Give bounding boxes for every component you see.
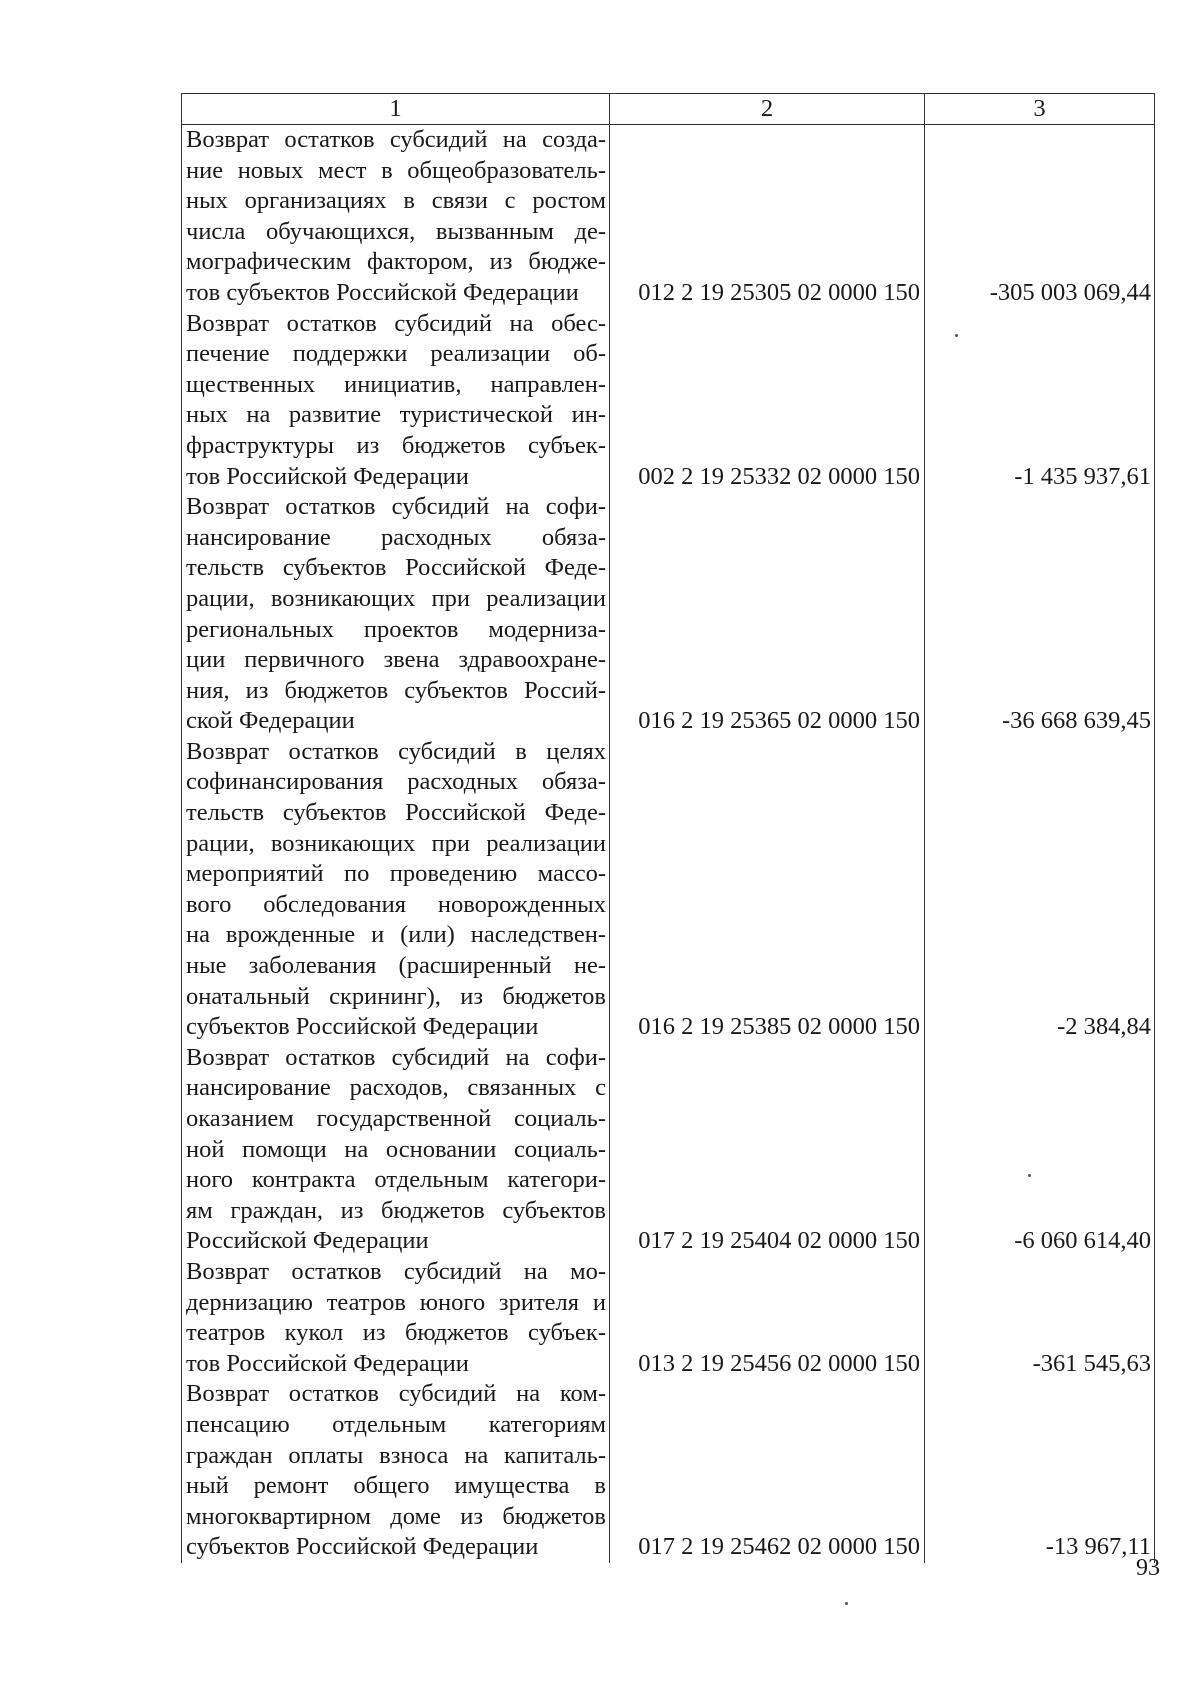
table-row [182, 1379, 1155, 1563]
row-amount: -361 545,63 [925, 1257, 1155, 1379]
row-budget-code: 013 2 19 25456 02 0000 150 [610, 1257, 925, 1379]
row-budget-code: 002 2 19 25332 02 0000 150 [610, 309, 925, 493]
row-budget-code: 017 2 19 25462 02 0000 150 [610, 1379, 925, 1563]
table-header-row [182, 94, 1155, 125]
table-row [182, 737, 1155, 1043]
description-line: ния, из бюджетов субъектов Россий- [186, 676, 606, 704]
row-amount: -305 003 069,44 [925, 125, 1155, 309]
column-header-description: 1 [182, 94, 610, 125]
table-body [182, 125, 1155, 1563]
description-line: Возврат остатков субсидий на обес- [186, 309, 606, 337]
description-line: ного контракта отдельным категори- [186, 1166, 606, 1194]
description-line: мографическим фактором, из бюдже- [186, 248, 606, 276]
table-row [182, 492, 1155, 737]
description-line: софинансирования расходных обяза- [186, 768, 606, 796]
description-line: ных организациях в связи с ростом [186, 187, 606, 215]
row-amount: -6 060 614,40 [925, 1043, 1155, 1257]
row-description [182, 125, 610, 309]
description-line: ям граждан, из бюджетов субъектов [186, 1196, 606, 1224]
description-line: Возврат остатков субсидий на созда- [186, 126, 606, 153]
description-line: щественных инициатив, направлен- [186, 370, 606, 398]
description-line: граждан оплаты взноса на капиталь- [186, 1441, 606, 1469]
description-line: фраструктуры из бюджетов субъек- [186, 431, 606, 459]
row-amount: -36 668 639,45 [925, 492, 1155, 737]
scan-speck [955, 334, 958, 337]
description-line: Российской Федерации [186, 1227, 429, 1255]
description-line: дернизацию театров юного зрителя и [186, 1288, 606, 1316]
description-line: рации, возникающих при реализации [186, 584, 606, 612]
table-row [182, 1043, 1155, 1257]
description-line: Возврат остатков субсидий на ком- [186, 1380, 606, 1408]
description-line: Возврат остатков субсидий на софи- [186, 493, 606, 521]
column-header-amount: 3 [925, 94, 1155, 125]
description-line: онатальный скрининг), из бюджетов [186, 982, 606, 1010]
description-line: тов субъектов Российской Федерации [186, 278, 579, 306]
description-line: театров кукол из бюджетов субъек- [186, 1319, 606, 1347]
row-amount: -1 435 937,61 [925, 309, 1155, 493]
description-line: нансирование расходов, связанных с [186, 1074, 606, 1102]
table-row [182, 309, 1155, 493]
table-row [182, 1257, 1155, 1379]
description-line: тельств субъектов Российской Феде- [186, 799, 606, 827]
description-line: тов Российской Федерации [186, 462, 469, 490]
description-line: ние новых мест в общеобразователь- [186, 156, 606, 184]
table-row [182, 125, 1155, 309]
description-line: Возврат остатков субсидий в целях [186, 737, 606, 765]
description-line: пенсацию отдельным категориям [186, 1410, 606, 1438]
row-description [182, 1379, 610, 1563]
row-description [182, 1257, 610, 1379]
row-budget-code: 016 2 19 25365 02 0000 150 [610, 492, 925, 737]
row-description [182, 1043, 610, 1257]
description-line: Возврат остатков субсидий на софи- [186, 1043, 606, 1071]
row-budget-code: 016 2 19 25385 02 0000 150 [610, 737, 925, 1043]
description-line: тов Российской Федерации [186, 1349, 469, 1377]
scan-speck [845, 1602, 848, 1605]
description-line: рации, возникающих при реализации [186, 829, 606, 857]
description-line: мероприятий по проведению массо- [186, 860, 606, 888]
description-line: многоквартирном доме из бюджетов [186, 1502, 606, 1530]
description-line: печение поддержки реализации об- [186, 340, 606, 368]
row-budget-code: 012 2 19 25305 02 0000 150 [610, 125, 925, 309]
page-number: 93 [1136, 1555, 1160, 1581]
description-line: вого обследования новорожденных [186, 890, 606, 918]
description-line: субъектов Российской Федерации [186, 1533, 539, 1561]
description-line: ной помощи на основании социаль- [186, 1135, 606, 1163]
description-line: ные заболевания (расширенный не- [186, 952, 606, 980]
description-line: региональных проектов модерниза- [186, 615, 606, 643]
budget-table [181, 93, 1155, 1563]
column-header-code: 2 [610, 94, 925, 125]
description-line: субъектов Российской Федерации [186, 1013, 539, 1041]
description-line: числа обучающихся, вызванным де- [186, 217, 606, 245]
row-amount: -2 384,84 [925, 737, 1155, 1043]
row-description [182, 309, 610, 493]
description-line: нансирование расходных обяза- [186, 523, 606, 551]
description-line: Возврат остатков субсидий на мо- [186, 1257, 606, 1285]
row-budget-code: 017 2 19 25404 02 0000 150 [610, 1043, 925, 1257]
row-amount: -13 967,11 [925, 1379, 1155, 1563]
row-description [182, 492, 610, 737]
budget-table-container [181, 93, 1154, 1563]
description-line: тельств субъектов Российской Феде- [186, 554, 606, 582]
scan-speck [1028, 1174, 1031, 1177]
description-line: ный ремонт общего имущества в [186, 1472, 606, 1500]
row-description [182, 737, 610, 1043]
description-line: ции первичного звена здравоохране- [186, 646, 606, 674]
description-line: ных на развитие туристической ин- [186, 401, 606, 429]
description-line: ской Федерации [186, 707, 355, 735]
description-line: на врожденные и (или) наследствен- [186, 921, 606, 949]
description-line: оказанием государственной социаль- [186, 1105, 606, 1132]
